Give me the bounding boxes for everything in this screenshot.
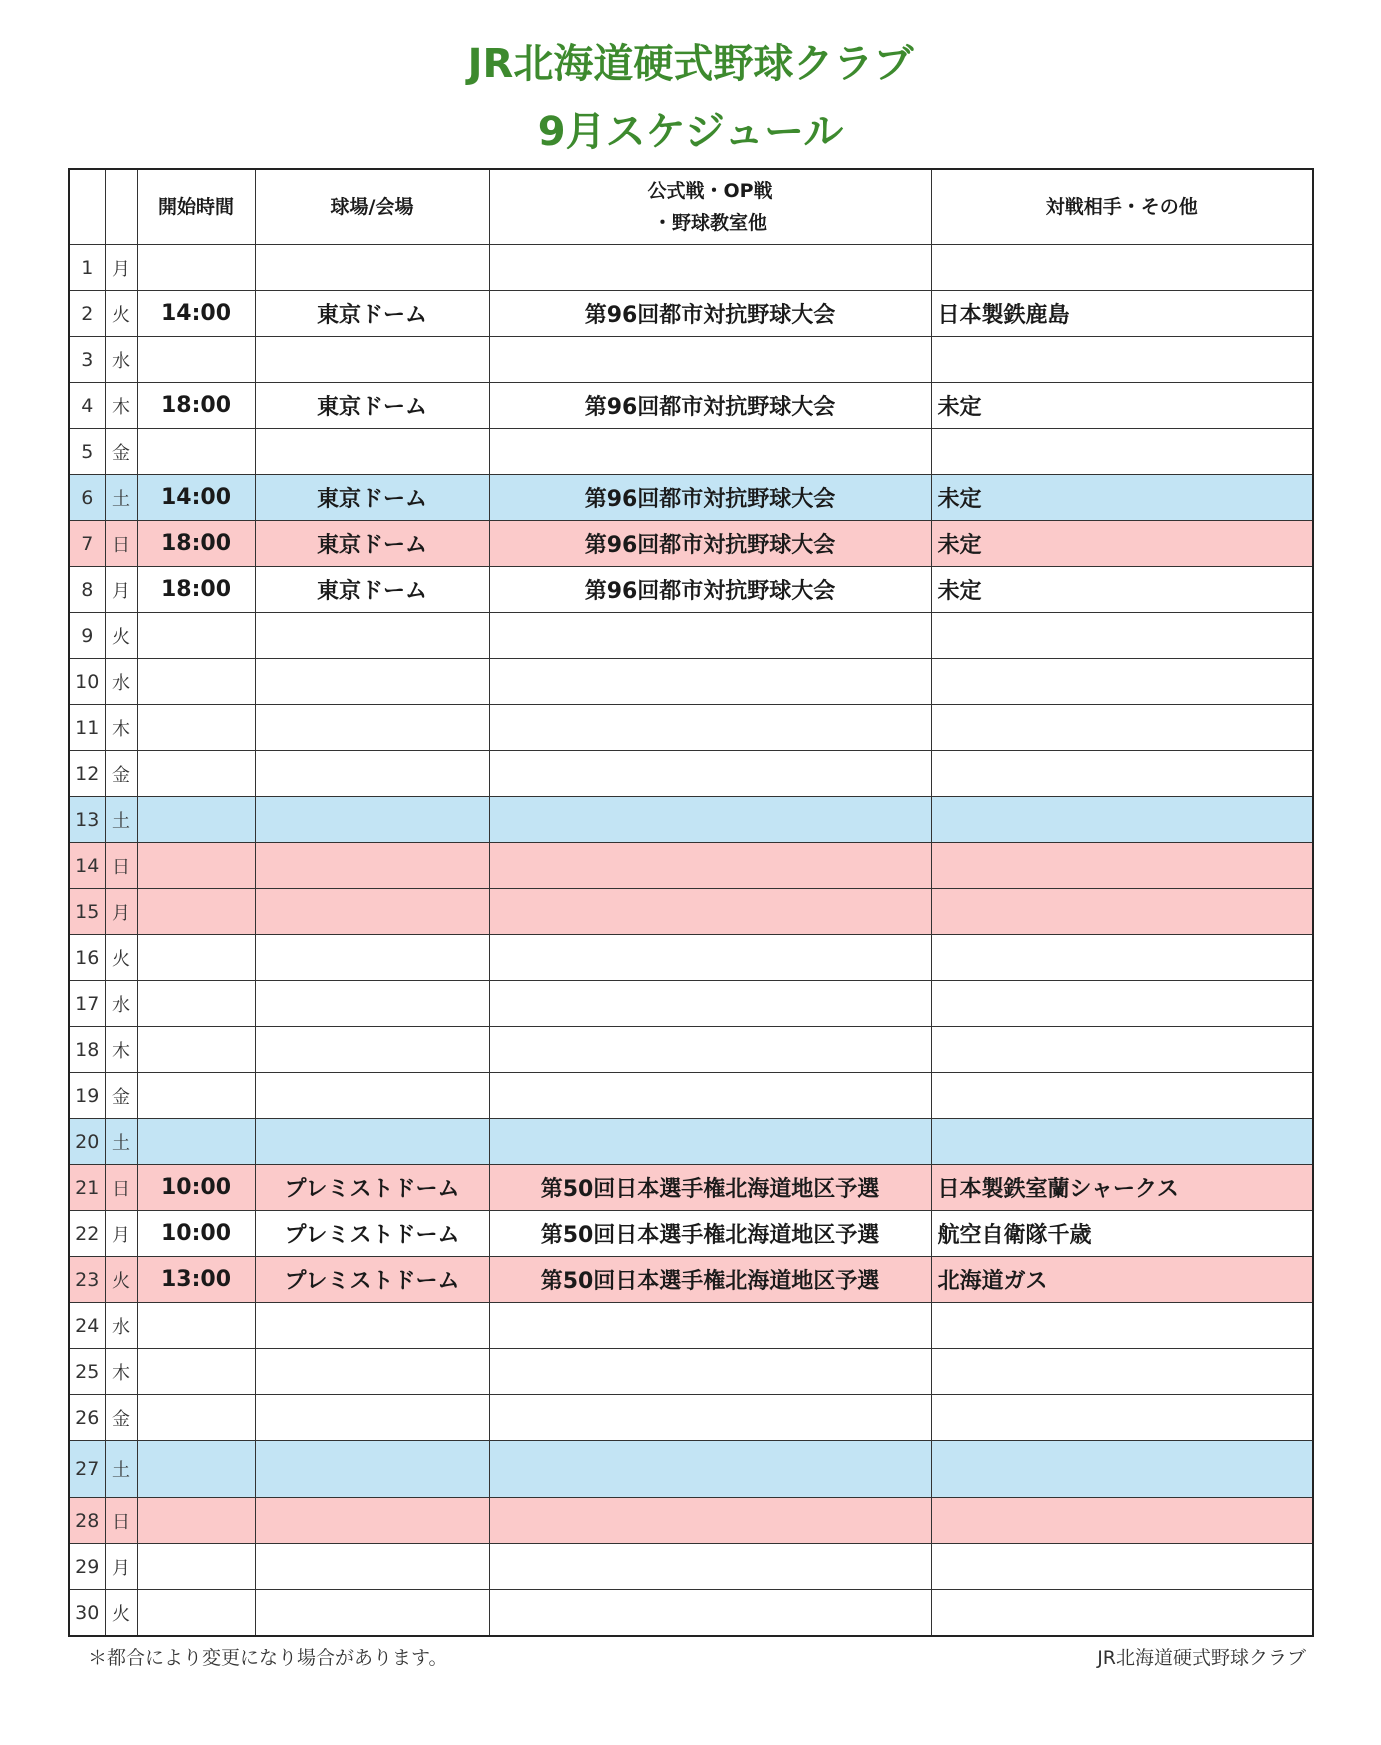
venue-cell	[255, 889, 489, 935]
opponent-cell: 北海道ガス	[931, 1257, 1313, 1303]
day-cell: 18	[69, 1027, 105, 1073]
day-cell: 26	[69, 1395, 105, 1441]
day-cell: 28	[69, 1498, 105, 1544]
time-cell	[137, 337, 255, 383]
day-cell: 27	[69, 1441, 105, 1498]
header-row	[69, 169, 1313, 245]
schedule-table	[68, 168, 1314, 1637]
time-cell	[137, 751, 255, 797]
day-cell: 23	[69, 1257, 105, 1303]
table-row	[69, 245, 1313, 291]
table-row	[69, 659, 1313, 705]
page-subtitle: 9月スケジュール	[537, 109, 844, 155]
opponent-cell	[931, 981, 1313, 1027]
venue-cell	[255, 981, 489, 1027]
time-cell	[137, 245, 255, 291]
weekday-cell: 金	[105, 1073, 137, 1119]
table-row	[69, 751, 1313, 797]
day-cell: 25	[69, 1349, 105, 1395]
time-cell	[137, 935, 255, 981]
table-row	[69, 613, 1313, 659]
table-row	[69, 935, 1313, 981]
table-row	[69, 1349, 1313, 1395]
venue-cell	[255, 1441, 489, 1498]
weekday-cell: 日	[105, 1165, 137, 1211]
event-cell: 第96回都市対抗野球大会	[489, 291, 931, 337]
day-cell: 15	[69, 889, 105, 935]
venue-cell	[255, 429, 489, 475]
weekday-cell: 火	[105, 1257, 137, 1303]
table-row	[69, 337, 1313, 383]
opponent-cell	[931, 1395, 1313, 1441]
opponent-cell	[931, 1073, 1313, 1119]
day-cell: 10	[69, 659, 105, 705]
weekday-cell: 水	[105, 659, 137, 705]
day-cell: 29	[69, 1544, 105, 1590]
time-cell	[137, 797, 255, 843]
day-cell: 20	[69, 1119, 105, 1165]
opponent-cell	[931, 613, 1313, 659]
opponent-cell	[931, 1441, 1313, 1498]
table-row	[69, 705, 1313, 751]
table-row	[69, 1395, 1313, 1441]
venue-cell	[255, 1590, 489, 1637]
time-cell	[137, 1498, 255, 1544]
weekday-cell: 月	[105, 245, 137, 291]
table-row	[69, 797, 1313, 843]
time-cell: 14:00	[137, 291, 255, 337]
venue-cell	[255, 245, 489, 291]
opponent-cell	[931, 1590, 1313, 1637]
opponent-cell: 未定	[931, 383, 1313, 429]
opponent-cell	[931, 751, 1313, 797]
header-event-line2: ・野球教室他	[652, 212, 767, 234]
table-row	[69, 521, 1313, 567]
time-cell	[137, 429, 255, 475]
opponent-cell: 日本製鉄鹿島	[931, 291, 1313, 337]
time-cell	[137, 1119, 255, 1165]
table-row	[69, 1165, 1313, 1211]
venue-cell	[255, 659, 489, 705]
venue-cell	[255, 1119, 489, 1165]
day-cell: 14	[69, 843, 105, 889]
venue-cell: 東京ドーム	[255, 567, 489, 613]
weekday-cell: 土	[105, 1441, 137, 1498]
time-cell: 10:00	[137, 1211, 255, 1257]
weekday-cell: 水	[105, 1303, 137, 1349]
opponent-cell	[931, 1119, 1313, 1165]
time-cell	[137, 1027, 255, 1073]
event-cell	[489, 1119, 931, 1165]
venue-cell: プレミストドーム	[255, 1257, 489, 1303]
venue-cell: 東京ドーム	[255, 475, 489, 521]
table-row	[69, 1257, 1313, 1303]
opponent-cell	[931, 429, 1313, 475]
table-row	[69, 1211, 1313, 1257]
weekday-cell: 木	[105, 1349, 137, 1395]
event-cell	[489, 659, 931, 705]
header-event-line1: 公式戦・OP戦	[647, 180, 773, 202]
opponent-cell	[931, 843, 1313, 889]
weekday-cell: 木	[105, 1027, 137, 1073]
day-cell: 9	[69, 613, 105, 659]
weekday-cell: 日	[105, 1498, 137, 1544]
venue-cell: プレミストドーム	[255, 1165, 489, 1211]
event-cell	[489, 1590, 931, 1637]
weekday-cell: 土	[105, 475, 137, 521]
event-cell: 第50回日本選手権北海道地区予選	[489, 1257, 931, 1303]
weekday-cell: 月	[105, 889, 137, 935]
venue-cell	[255, 1303, 489, 1349]
opponent-cell	[931, 1544, 1313, 1590]
table-row	[69, 1119, 1313, 1165]
event-cell	[489, 1544, 931, 1590]
header-weekday	[105, 169, 137, 245]
weekday-cell: 水	[105, 981, 137, 1027]
table-row	[69, 1441, 1313, 1498]
opponent-cell	[931, 1498, 1313, 1544]
table-row	[69, 1073, 1313, 1119]
venue-cell	[255, 935, 489, 981]
weekday-cell: 土	[105, 1119, 137, 1165]
event-cell	[489, 1303, 931, 1349]
weekday-cell: 月	[105, 1544, 137, 1590]
opponent-cell	[931, 935, 1313, 981]
venue-cell: 東京ドーム	[255, 383, 489, 429]
venue-cell	[255, 751, 489, 797]
event-cell	[489, 1395, 931, 1441]
header-event	[489, 169, 931, 245]
venue-cell: プレミストドーム	[255, 1211, 489, 1257]
table-row	[69, 429, 1313, 475]
weekday-cell: 火	[105, 935, 137, 981]
day-cell: 17	[69, 981, 105, 1027]
event-cell	[489, 751, 931, 797]
event-cell: 第96回都市対抗野球大会	[489, 383, 931, 429]
table-row	[69, 1498, 1313, 1544]
event-cell	[489, 1498, 931, 1544]
event-cell: 第50回日本選手権北海道地区予選	[489, 1211, 931, 1257]
weekday-cell: 水	[105, 337, 137, 383]
table-row	[69, 1027, 1313, 1073]
venue-cell	[255, 705, 489, 751]
event-cell: 第50回日本選手権北海道地区予選	[489, 1165, 931, 1211]
table-row	[69, 1544, 1313, 1590]
event-cell: 第96回都市対抗野球大会	[489, 521, 931, 567]
opponent-cell	[931, 1303, 1313, 1349]
event-cell: 第96回都市対抗野球大会	[489, 567, 931, 613]
day-cell: 6	[69, 475, 105, 521]
time-cell	[137, 1590, 255, 1637]
time-cell: 18:00	[137, 521, 255, 567]
day-cell: 30	[69, 1590, 105, 1637]
opponent-cell: 未定	[931, 521, 1313, 567]
event-cell	[489, 1349, 931, 1395]
weekday-cell: 火	[105, 291, 137, 337]
time-cell: 13:00	[137, 1257, 255, 1303]
day-cell: 2	[69, 291, 105, 337]
day-cell: 4	[69, 383, 105, 429]
event-cell	[489, 797, 931, 843]
venue-cell	[255, 613, 489, 659]
event-cell	[489, 889, 931, 935]
day-cell: 3	[69, 337, 105, 383]
event-cell	[489, 705, 931, 751]
time-cell	[137, 705, 255, 751]
table-row	[69, 1303, 1313, 1349]
event-cell	[489, 245, 931, 291]
day-cell: 11	[69, 705, 105, 751]
venue-cell	[255, 1498, 489, 1544]
time-cell	[137, 1073, 255, 1119]
day-cell: 24	[69, 1303, 105, 1349]
opponent-cell	[931, 245, 1313, 291]
venue-cell	[255, 337, 489, 383]
event-cell	[489, 337, 931, 383]
table-row	[69, 889, 1313, 935]
opponent-cell: 航空自衛隊千歳	[931, 1211, 1313, 1257]
page-title: JR北海道硬式野球クラブ	[467, 41, 914, 87]
venue-cell	[255, 1395, 489, 1441]
event-cell	[489, 1073, 931, 1119]
weekday-cell: 日	[105, 521, 137, 567]
day-cell: 12	[69, 751, 105, 797]
opponent-cell	[931, 1349, 1313, 1395]
event-cell	[489, 1441, 931, 1498]
day-cell: 7	[69, 521, 105, 567]
table-row	[69, 567, 1313, 613]
weekday-cell: 火	[105, 1590, 137, 1637]
day-cell: 13	[69, 797, 105, 843]
weekday-cell: 火	[105, 613, 137, 659]
opponent-cell	[931, 797, 1313, 843]
day-cell: 22	[69, 1211, 105, 1257]
header-venue: 球場/会場	[255, 169, 489, 245]
header-day	[69, 169, 105, 245]
venue-cell: 東京ドーム	[255, 521, 489, 567]
table-row	[69, 843, 1313, 889]
weekday-cell: 金	[105, 1395, 137, 1441]
event-cell	[489, 1027, 931, 1073]
event-cell	[489, 429, 931, 475]
table-row	[69, 981, 1313, 1027]
venue-cell	[255, 843, 489, 889]
event-cell	[489, 935, 931, 981]
weekday-cell: 木	[105, 383, 137, 429]
opponent-cell	[931, 705, 1313, 751]
table-row	[69, 1590, 1313, 1637]
time-cell: 10:00	[137, 1165, 255, 1211]
day-cell: 8	[69, 567, 105, 613]
venue-cell	[255, 797, 489, 843]
time-cell	[137, 981, 255, 1027]
time-cell	[137, 1441, 255, 1498]
table-row	[69, 383, 1313, 429]
day-cell: 5	[69, 429, 105, 475]
time-cell	[137, 613, 255, 659]
event-cell	[489, 613, 931, 659]
footer-organization: JR北海道硬式野球クラブ	[1097, 1647, 1306, 1669]
time-cell	[137, 659, 255, 705]
opponent-cell	[931, 1027, 1313, 1073]
time-cell: 18:00	[137, 383, 255, 429]
time-cell	[137, 1303, 255, 1349]
opponent-cell: 未定	[931, 475, 1313, 521]
weekday-cell: 月	[105, 1211, 137, 1257]
weekday-cell: 金	[105, 751, 137, 797]
venue-cell	[255, 1349, 489, 1395]
event-cell	[489, 843, 931, 889]
venue-cell: 東京ドーム	[255, 291, 489, 337]
opponent-cell: 日本製鉄室蘭シャークス	[931, 1165, 1313, 1211]
weekday-cell: 土	[105, 797, 137, 843]
weekday-cell: 日	[105, 843, 137, 889]
time-cell: 14:00	[137, 475, 255, 521]
venue-cell	[255, 1073, 489, 1119]
time-cell	[137, 1395, 255, 1441]
day-cell: 21	[69, 1165, 105, 1211]
day-cell: 1	[69, 245, 105, 291]
day-cell: 16	[69, 935, 105, 981]
time-cell: 18:00	[137, 567, 255, 613]
day-cell: 19	[69, 1073, 105, 1119]
event-cell: 第96回都市対抗野球大会	[489, 475, 931, 521]
footnote: ＊都合により変更になり場合があります。	[88, 1647, 448, 1669]
opponent-cell	[931, 337, 1313, 383]
time-cell	[137, 1349, 255, 1395]
weekday-cell: 木	[105, 705, 137, 751]
header-opponent: 対戦相手・その他	[931, 169, 1313, 245]
opponent-cell	[931, 659, 1313, 705]
time-cell	[137, 889, 255, 935]
event-cell	[489, 981, 931, 1027]
time-cell	[137, 1544, 255, 1590]
weekday-cell: 金	[105, 429, 137, 475]
weekday-cell: 月	[105, 567, 137, 613]
venue-cell	[255, 1027, 489, 1073]
table-row	[69, 291, 1313, 337]
table-row	[69, 475, 1313, 521]
opponent-cell: 未定	[931, 567, 1313, 613]
time-cell	[137, 843, 255, 889]
header-time: 開始時間	[137, 169, 255, 245]
opponent-cell	[931, 889, 1313, 935]
venue-cell	[255, 1544, 489, 1590]
